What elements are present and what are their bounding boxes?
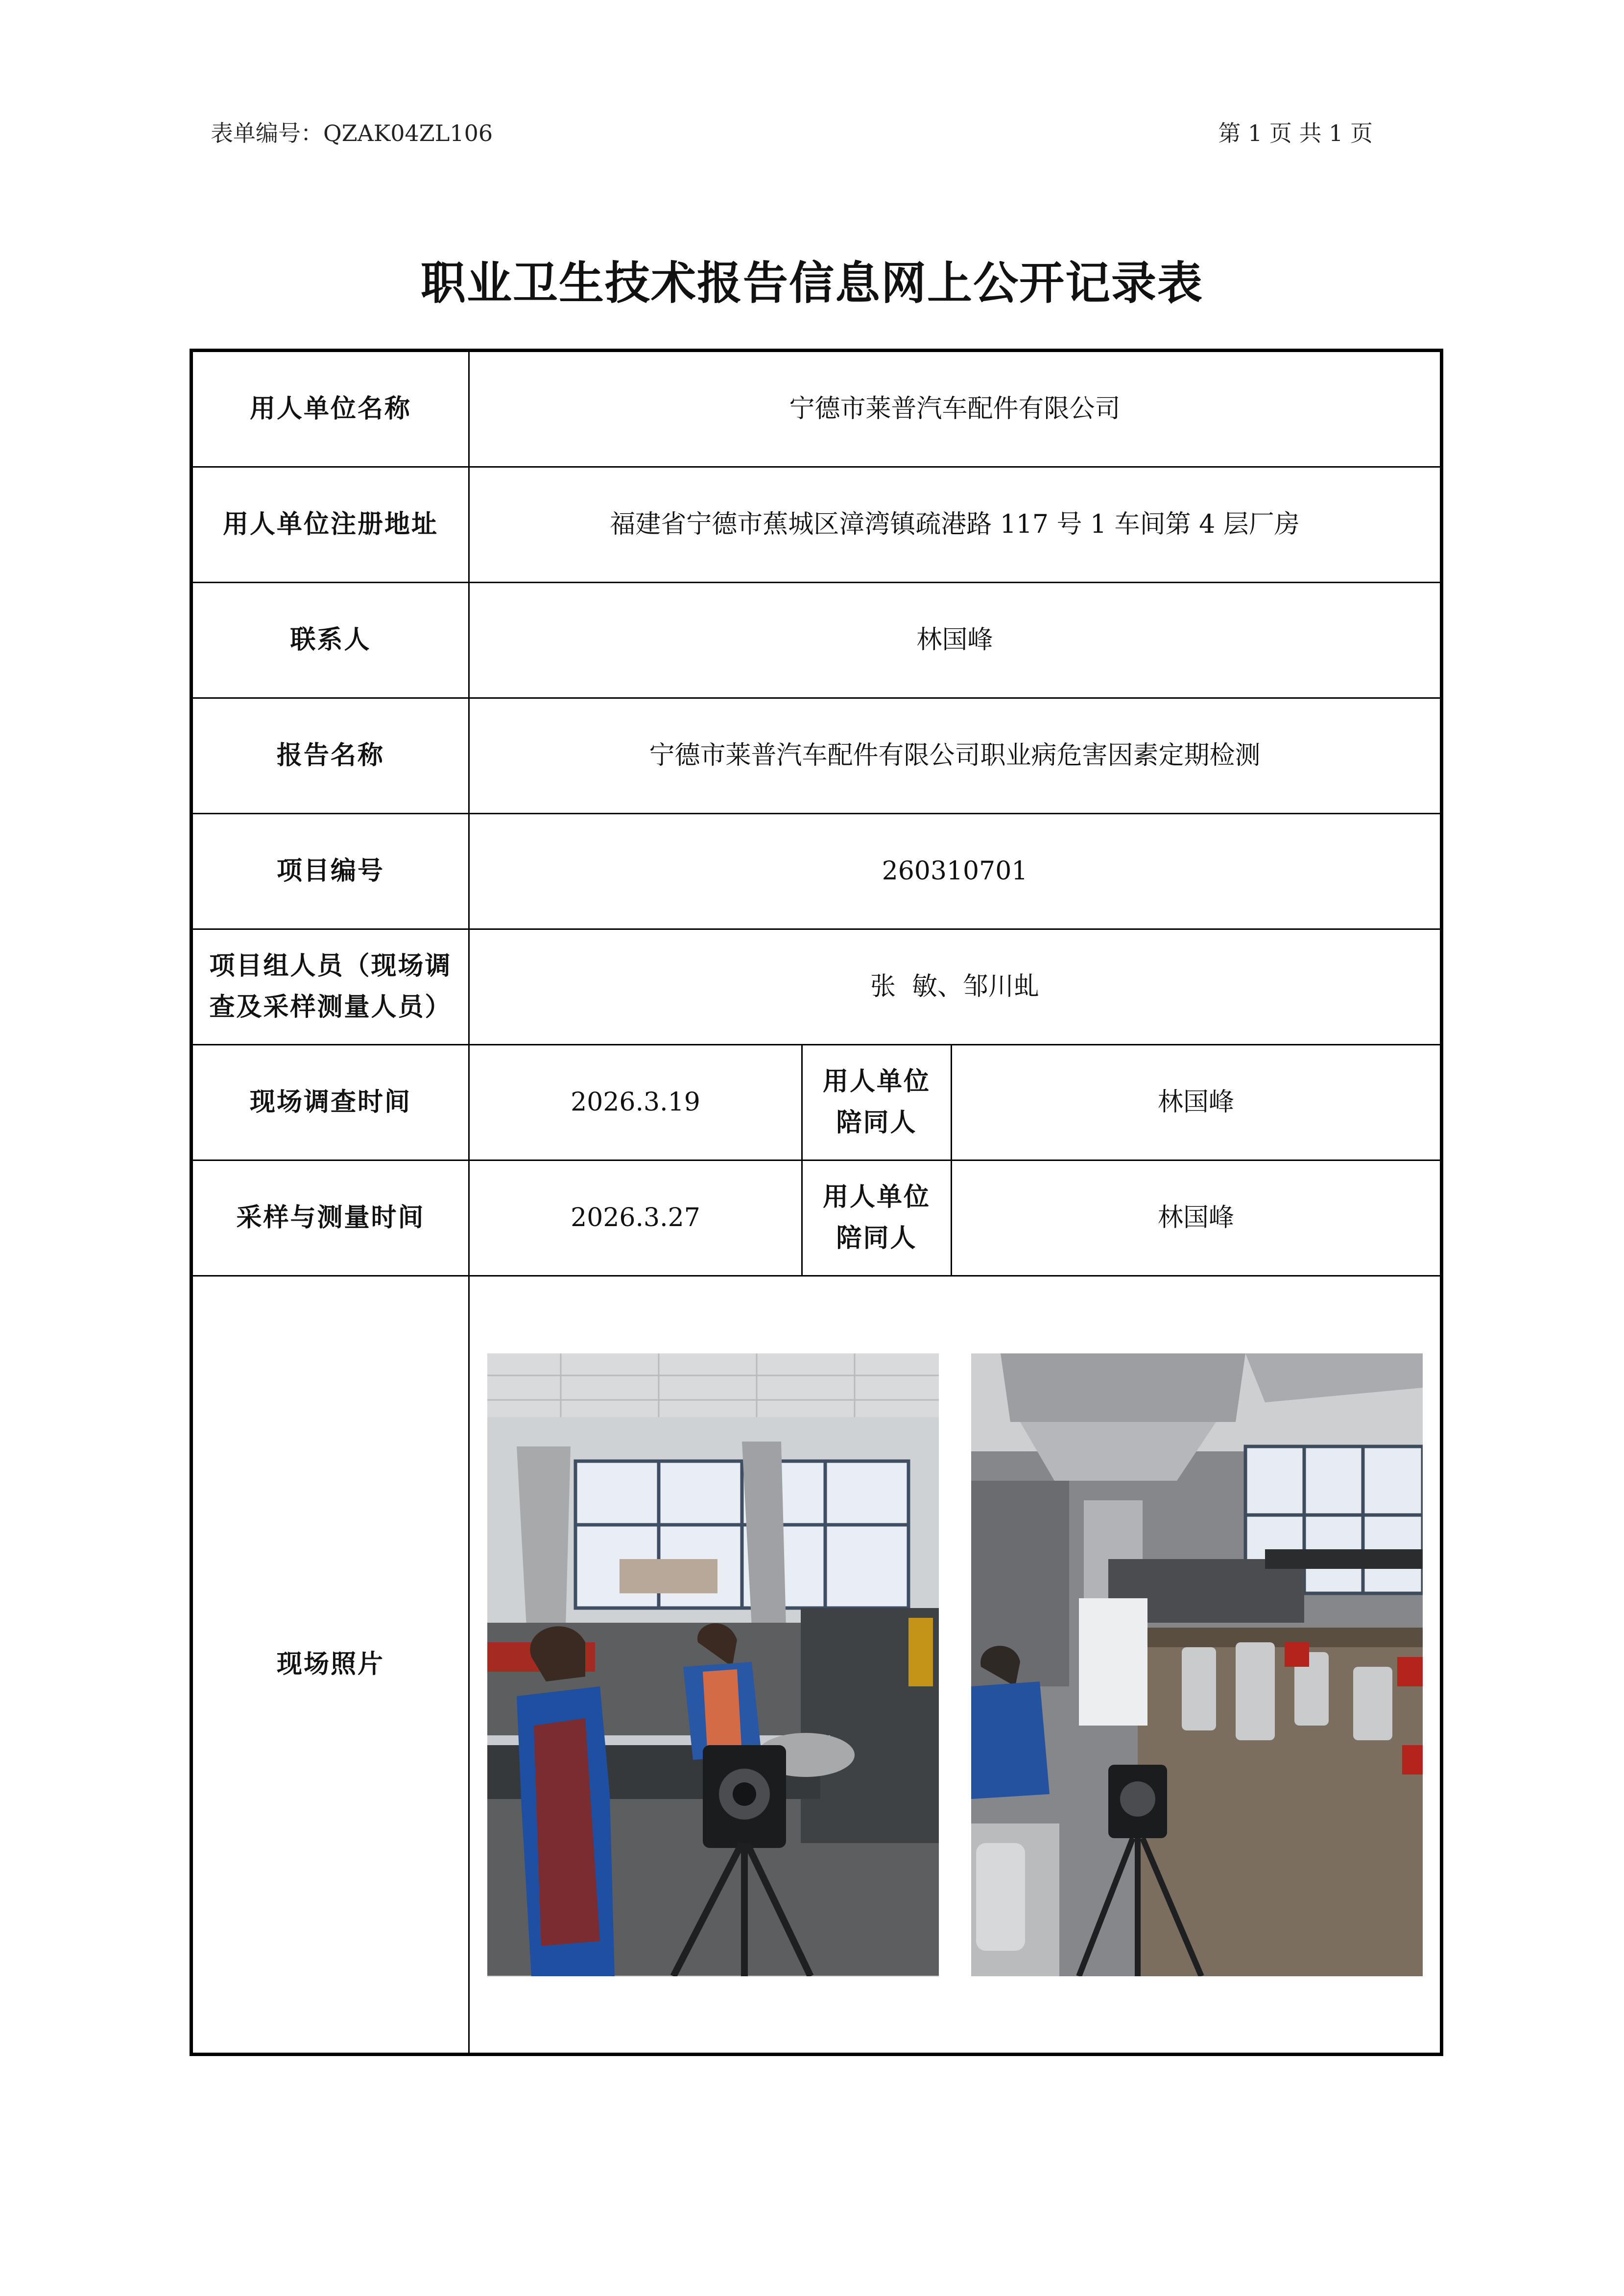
survey-date: 2026.3.19 xyxy=(470,1045,803,1161)
survey-companion-value: 林国峰 xyxy=(952,1045,1440,1161)
survey-companion-label-line1: 用人单位 xyxy=(822,1067,931,1097)
sampling-companion-label-line2: 陪同人 xyxy=(836,1223,917,1253)
survey-companion-label xyxy=(803,1045,952,1161)
team-members-label-line1: 项目组人员（现场调 xyxy=(209,951,452,981)
site-photos-cell xyxy=(470,1277,1440,2053)
site-photo-machine xyxy=(971,1353,1423,1976)
record-form xyxy=(190,349,1443,2056)
team-members-value: 张 敏、邹川虬 xyxy=(470,930,1440,1045)
sampling-time-label: 采样与测量时间 xyxy=(193,1161,470,1277)
report-name-value: 宁德市莱普汽车配件有限公司职业病危害因素定期检测 xyxy=(470,699,1440,814)
project-number-value: 260310701 xyxy=(470,814,1440,930)
employer-name-label: 用人单位名称 xyxy=(193,352,470,468)
site-photo-workbench xyxy=(487,1353,939,1976)
page-title: 职业卫生技术报告信息网上公开记录表 xyxy=(420,257,1203,309)
survey-companion-label-line2: 陪同人 xyxy=(836,1108,917,1137)
employer-address-label: 用人单位注册地址 xyxy=(193,468,470,583)
site-photos-label: 现场照片 xyxy=(193,1277,470,2053)
team-members-label-line2: 查及采样测量人员） xyxy=(209,992,452,1022)
sampling-companion-value: 林国峰 xyxy=(952,1161,1440,1277)
survey-time-label: 现场调查时间 xyxy=(193,1045,470,1161)
sampling-date: 2026.3.27 xyxy=(470,1161,803,1277)
sampling-companion-label-line1: 用人单位 xyxy=(822,1183,931,1212)
contact-value: 林国峰 xyxy=(470,583,1440,699)
employer-name-value: 宁德市莱普汽车配件有限公司 xyxy=(470,352,1440,468)
sampling-companion-label xyxy=(803,1161,952,1277)
project-number-label: 项目编号 xyxy=(193,814,470,930)
contact-label: 联系人 xyxy=(193,583,470,699)
form-number: 表单编号：QZAK04ZL106 xyxy=(211,120,493,146)
report-name-label: 报告名称 xyxy=(193,699,470,814)
team-members-label xyxy=(193,930,470,1045)
page-info: 第 1 页 共 1 页 xyxy=(1218,120,1373,146)
employer-address-value: 福建省宁德市蕉城区漳湾镇疏港路 117 号 1 车间第 4 层厂房 xyxy=(470,468,1440,583)
